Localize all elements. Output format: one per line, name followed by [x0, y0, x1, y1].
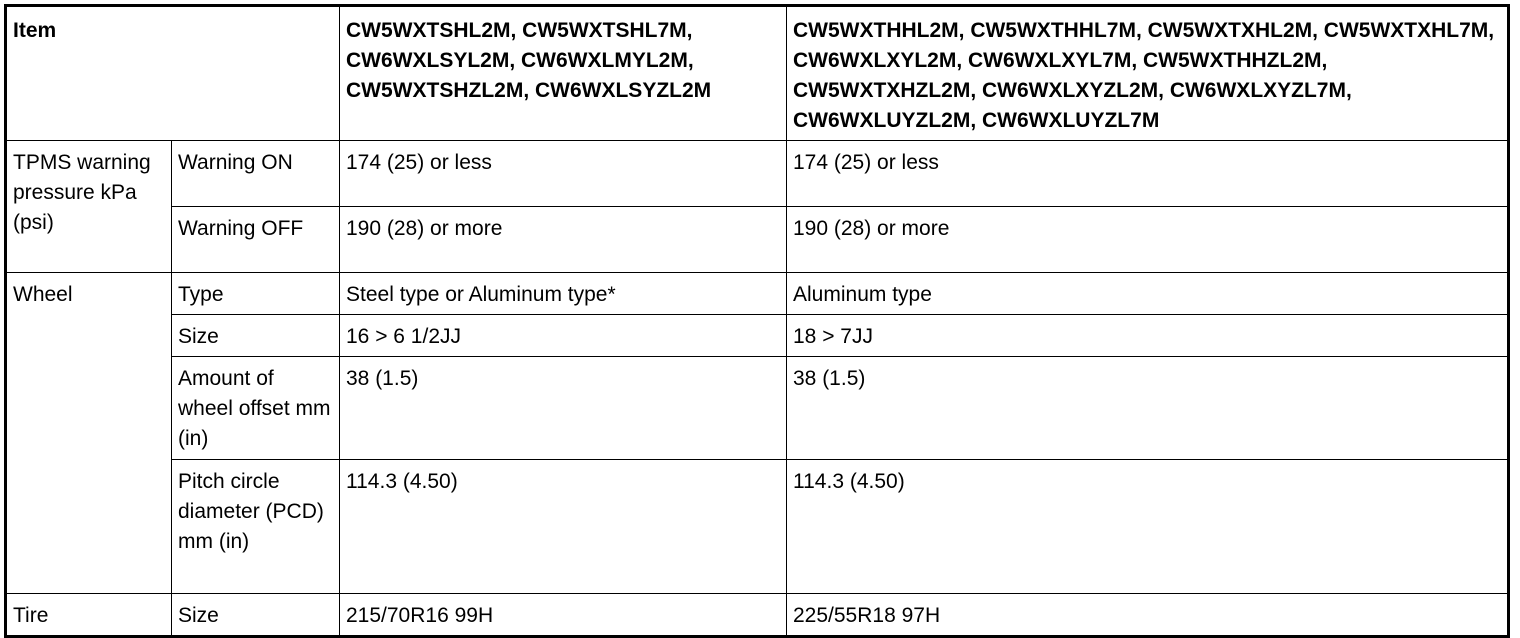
table-row — [6, 273, 1509, 315]
group2-models-header: CW5WXTHHL2M, CW5WXTHHL7M, CW5WXTXHL2M, CW5WXTXHL7M, CW6WXLXYL2M, CW6WXLXYL7M, CW5WXTHHZL2M, CW5WXTXHZL2M, CW6WXLXYZL2M, CW6WXLXYZL7M, CW6WXLUYZL2M, CW6WXLUYZL7M — [787, 6, 1509, 141]
wheel-size-group1: 16 > 6 1/2JJ — [340, 315, 787, 357]
item-header: Item — [6, 6, 340, 141]
wheel-label: Wheel — [6, 273, 172, 594]
warning-on-group1: 174 (25) or less — [340, 141, 787, 207]
wheel-size-group2: 18 > 7JJ — [787, 315, 1509, 357]
tpms-label: TPMS warning pressure kPa (psi) — [6, 141, 172, 273]
tire-size-group2: 225/55R18 97H — [787, 594, 1509, 637]
table-row — [6, 460, 1509, 594]
tire-size-label: Size — [172, 594, 340, 637]
tire-label: Tire — [6, 594, 172, 637]
wheel-offset-group2: 38 (1.5) — [787, 357, 1509, 460]
wheel-type-label: Type — [172, 273, 340, 315]
group1-models-header: CW5WXTSHL2M, CW5WXTSHL7M, CW6WXLSYL2M, CW6WXLMYL2M, CW5WXTSHZL2M, CW6WXLSYZL2M — [340, 6, 787, 141]
wheel-type-group1: Steel type or Aluminum type* — [340, 273, 787, 315]
table-row — [6, 594, 1509, 637]
warning-on-group2: 174 (25) or less — [787, 141, 1509, 207]
wheel-offset-label: Amount of wheel offset mm (in) — [172, 357, 340, 460]
tire-size-group1: 215/70R16 99H — [340, 594, 787, 637]
warning-on-label: Warning ON — [172, 141, 340, 207]
table-row — [6, 357, 1509, 460]
table-row — [6, 141, 1509, 207]
wheel-pcd-group1: 114.3 (4.50) — [340, 460, 787, 594]
wheel-size-label: Size — [172, 315, 340, 357]
warning-off-label: Warning OFF — [172, 207, 340, 273]
table-row — [6, 207, 1509, 273]
wheel-pcd-group2: 114.3 (4.50) — [787, 460, 1509, 594]
wheel-offset-group1: 38 (1.5) — [340, 357, 787, 460]
specification-table — [4, 4, 1510, 638]
table-row — [6, 315, 1509, 357]
header-row — [6, 6, 1509, 141]
warning-off-group2: 190 (28) or more — [787, 207, 1509, 273]
warning-off-group1: 190 (28) or more — [340, 207, 787, 273]
wheel-type-group2: Aluminum type — [787, 273, 1509, 315]
wheel-pcd-label: Pitch circle diameter (PCD) mm (in) — [172, 460, 340, 594]
